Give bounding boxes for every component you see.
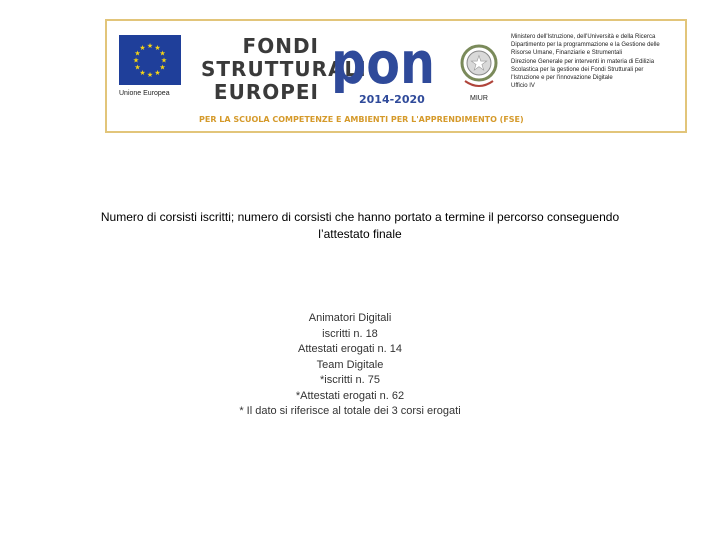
stats-line: Animatori Digitali	[308, 312, 392, 324]
eu-flag-icon	[119, 35, 181, 85]
ministry-line: Ministero dell'Istruzione, dell'Università e della Ricerca	[511, 34, 656, 40]
miur-caption: MIUR	[470, 95, 488, 102]
tagline: PER LA SCUOLA COMPETENZE E AMBIENTI PER L'APPRENDIMENTO (FSE)	[199, 115, 524, 124]
stats-footnote: * Il dato si riferisce al totale dei 3 corsi erogati	[239, 405, 461, 417]
stats-line: *Attestati erogati n. 62	[295, 389, 405, 402]
stats-line: Team Digitale	[316, 358, 384, 371]
logo-banner	[105, 19, 687, 133]
ministry-line: Ufficio IV	[511, 83, 535, 90]
pon-logo	[329, 27, 441, 107]
svg-text:★: ★	[470, 51, 488, 75]
heading-line: Numero di corsisti iscritti; numero di corsisti che hanno portato a termine il percorso conseguendo	[100, 210, 620, 224]
course-stats	[200, 311, 500, 420]
fondi-strutturali-logo	[201, 34, 367, 104]
ministry-line: l'Istruzione e per l'innovazione Digitale	[511, 75, 613, 82]
page-heading	[60, 209, 660, 243]
pon-logo-text: pon	[331, 29, 435, 93]
pon-years: 2014-2020	[359, 93, 425, 106]
ministry-line: Dipartimento per la programmazione e la Gestione delle	[511, 42, 660, 49]
eu-logo	[119, 35, 183, 97]
ministry-line: Direzione Generale per interventi in materia di Edilizia	[511, 58, 655, 65]
fondi-line: STRUTTURALI	[201, 57, 367, 81]
eu-stars	[119, 35, 181, 85]
svg-text:★: ★	[159, 63, 166, 72]
ministry-line: Scolastica per la gestione dei Fondi Strutturali per	[511, 66, 644, 73]
svg-text:★: ★	[146, 42, 154, 50]
svg-text:★: ★	[154, 44, 161, 52]
stats-line: Attestati erogati n. 14	[298, 343, 402, 355]
svg-text:★: ★	[154, 69, 161, 77]
fondi-line: EUROPEI	[213, 80, 319, 104]
svg-text:★: ★	[139, 44, 146, 52]
fondi-line: FONDI	[242, 34, 319, 58]
stats-line: *iscritti n. 75	[320, 374, 380, 386]
ministry-text	[511, 33, 681, 90]
heading-line: l’attestato finale	[318, 227, 402, 241]
eu-caption: Unione Europea	[119, 90, 170, 97]
svg-text:★: ★	[132, 56, 140, 65]
svg-text:★: ★	[160, 56, 168, 65]
ministry-line: Risorse Umane, Finanziarie e Strumentali	[511, 50, 623, 57]
pon-logo-graphic	[329, 27, 441, 93]
svg-text:★: ★	[159, 49, 166, 58]
svg-text:★: ★	[134, 63, 141, 72]
italian-republic-emblem-icon	[459, 37, 499, 99]
svg-text:★: ★	[134, 49, 141, 58]
stats-line: iscritti n. 18	[322, 327, 378, 340]
svg-text:★: ★	[139, 69, 146, 77]
svg-text:★: ★	[146, 71, 154, 79]
